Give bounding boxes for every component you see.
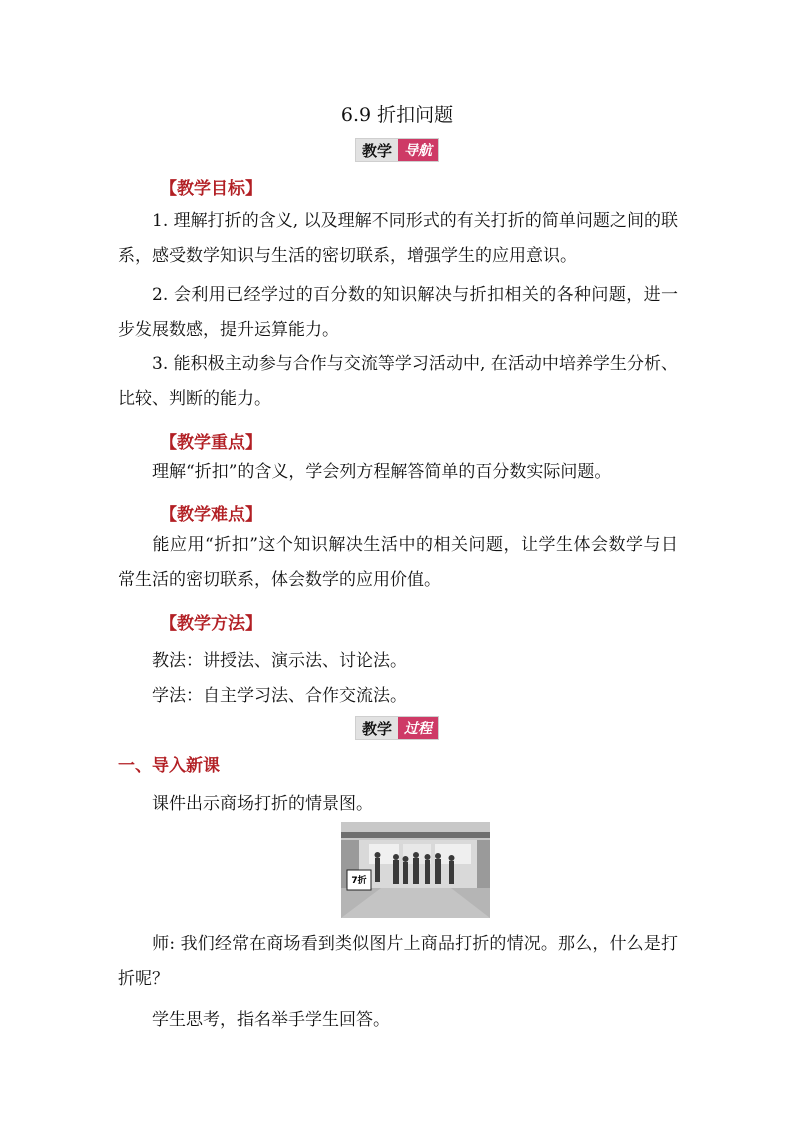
banner-label-left: 教学 — [356, 717, 398, 739]
goal-item-1: 1. 理解打折的含义, 以及理解不同形式的有关打折的简单问题之间的联系，感受数学知识与生活的密切联系，增强学生的应用意识。 — [118, 211, 678, 266]
intro-step: 课件出示商场打折的情景图。 — [152, 794, 373, 814]
student-response: 学生思考，指名举手学生回答。 — [152, 1010, 390, 1030]
goals-heading: 【教学目标】 — [160, 179, 262, 199]
key-points-heading: 【教学重点】 — [160, 433, 262, 453]
mall-discount-photo — [341, 822, 490, 918]
banner-label-right: 过程 — [398, 717, 438, 739]
learning-methods: 学法：自主学习法、合作交流法。 — [152, 686, 407, 706]
difficulties-text: 能应用“折扣”这个知识解决生活中的相关问题，让学生体会数学与日常生活的密切联系，体会数学的应用价值。 — [118, 535, 678, 590]
difficulties-heading: 【教学难点】 — [160, 505, 262, 525]
teacher-question: 师: 我们经常在商场看到类似图片上商品打折的情况。那么，什么是打折呢？ — [118, 934, 678, 989]
goal-item-3: 3. 能积极主动参与合作与交流等学习活动中, 在活动中培养学生分析、比较、判断的能力。 — [118, 354, 678, 409]
page-title: 6.9 折扣问题 — [340, 104, 454, 126]
teaching-guide-banner — [0, 138, 794, 162]
banner-label-right: 导航 — [398, 139, 438, 161]
banner-label-left: 教学 — [356, 139, 398, 161]
key-points-text: 理解“折扣”的含义，学会列方程解答简单的百分数实际问题。 — [152, 462, 612, 482]
discount-sign: 7折 — [351, 876, 367, 886]
methods-heading: 【教学方法】 — [160, 614, 262, 634]
mall-scene-illustration — [341, 822, 490, 918]
goal-item-2: 2. 会利用已经学过的百分数的知识解决与折扣相关的各种问题，进一步发展数感，提升运算能力。 — [118, 285, 678, 340]
intro-heading: 一、导入新课 — [118, 756, 220, 776]
teaching-process-banner — [0, 716, 794, 740]
teaching-methods: 教法：讲授法、演示法、讨论法。 — [152, 651, 407, 671]
